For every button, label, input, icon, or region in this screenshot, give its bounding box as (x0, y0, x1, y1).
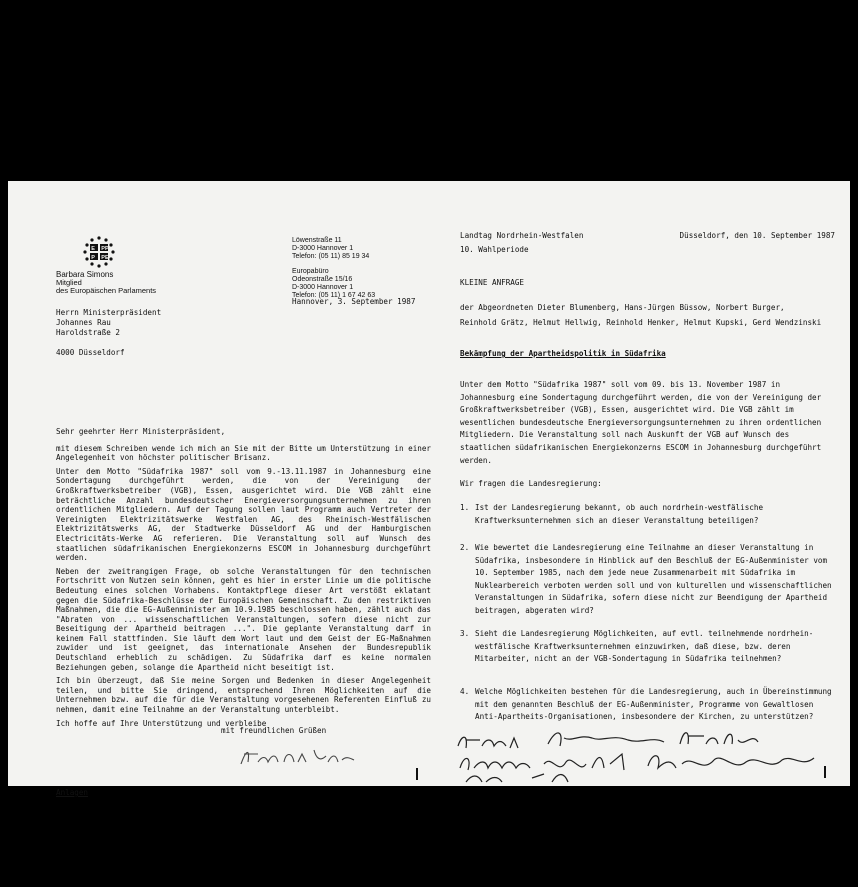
svg-text:PE: PE (101, 254, 109, 261)
salutation: Sehr geehrter Herr Ministerpräsident, (56, 427, 226, 436)
scan-mark (416, 768, 418, 780)
parliament-name: Landtag Nordrhein-Westfalen (460, 231, 584, 240)
sender-name: Barbara Simons (56, 270, 114, 279)
inquiry-intro: Unter dem Motto "Südafrika 1987" soll vom 09. bis 13. November 1987 in Johannesburg eine Sondertagung durchgeführt werden, die von der Vereinigung der Großkraftwerksbetreiber (VGB), Essen, ausgerichtet wird. Die VGB zählt im wesentlichen bundesdeutsche Energieversorgungsunternehmen zu ihren ordentlichen Mitgliedern. Die Veranstaltung soll nach Auskunft der VGB auf Wunsch des staatlichen südafrikanischen Energiekonzerns ESCOM in Johannesburg durchgeführt werden. (460, 380, 822, 465)
letter-body (56, 427, 431, 732)
question-number: 3. (460, 629, 470, 638)
closing: mit freundlichen Grüßen (221, 726, 327, 735)
sender-block (56, 271, 176, 296)
legislative-period: 10. Wahlperiode (460, 244, 529, 254)
questions-intro: Wir fragen die Landesregierung: (460, 479, 602, 488)
question-text: Welche Möglichkeiten bestehen für die Landesregierung, auch in Übereinstimmung mit dem genannten Beschluß der EG-Außenminister, Programme von Gewaltlosen Anti-Apartheits-Organisationen, insbesondere der Kirchen, zu unterstützen? (475, 687, 832, 722)
sender-role: des Europäischen Parlaments (56, 286, 157, 296)
question-text: Ist der Landesregierung bekannt, ob auch nordrhein-westfälische Kraftwerksunternehmen sich an dieser Veranstaltung beteiligen? (475, 503, 764, 525)
enclosure-label: Anlagen (56, 788, 89, 797)
recipient-line: Haroldstraße 2 (56, 328, 121, 337)
paragraph: Neben der zweitrangigen Frage, ob solche Veranstaltungen für den technischen Fortschritt von Nutzen sein können, geht es hier in erster Linie um die politische Bedeutung eines solchen Vorhabens. Kontaktpflege dieser Art verstößt eklatant gegen die Südafrika-Beschlüsse der Europäischen Gemeinschaft. Zu den restriktiven Maßnahmen, die die EG-Außenminister am 10.9.1985 beschlossen haben, zählt auch das "Abraten von ... wissenschaftlichen Veranstaltungen, sofern diese nicht zur Beseitigung der Apartheid beitragen ...". Die geplante Veranstaltung darf in keinem Fall stattfinden. Sie läuft dem Wort laut und dem Geist der EG-Maßnahmen zuwider und ist geeignet, das internationale Ansehen der Bundesrepublik Deutschland erheblich zu schädigen. Zu Südafrika darf es keine normalen Beziehungen geben, solange die Apartheid nicht beseitigt ist. (56, 566, 431, 672)
recipient-line (56, 338, 161, 348)
recipient-address (56, 308, 161, 358)
inquiry-subject: Bekämpfung der Apartheidspolitik in Südafrika (460, 349, 666, 358)
address-line: Odeonstraße 15/16 (292, 276, 353, 283)
address-line: D-3000 Hannover 1 (292, 245, 354, 252)
letter-date: Hannover, 3. September 1987 (292, 297, 416, 306)
inquiry-authors (460, 300, 835, 330)
inquiry-date: Düsseldorf, den 10. September 1987 (679, 231, 835, 240)
address-line: Europabüro (292, 268, 329, 275)
recipient-line: Herrn Ministerpräsident (56, 308, 162, 317)
recipient-line: 4000 Düsseldorf (56, 348, 125, 357)
question (460, 502, 835, 527)
paragraph: mit diesem Schreiben wende ich mich an Sie mit der Bitte um Unterstützung in einer Angelegenheit von höchster politischer Brisanz. (56, 443, 431, 463)
question-text: Wie bewertet die Landesregierung eine Teilnahme an dieser Veranstaltung in Südafrika, insbesondere in Hinblick auf den Beschluß der EG-Außenminister vom 10. September 1985, nach dem jede neue Zusammenarbeit mit Südafrika im Nuklearbereich verboten werden soll und von kulturellen und wissenschaftlichen Veranstaltungen in Südafrika, sofern diese nicht zur Beendigung der Apartheid beitragen, abgeraten wird? (475, 543, 832, 615)
deputies-signatures (452, 724, 827, 784)
question (460, 686, 835, 724)
question-number: 4. (460, 687, 470, 696)
scanned-document (8, 181, 850, 797)
authors-line: Reinhold Grätz, Helmut Hellwig, Reinhold Henker, Helmut Kupski, Gerd Wendzinski (460, 318, 822, 327)
sender-role: Mitglied (56, 278, 82, 288)
svg-text:E: E (91, 245, 95, 252)
question-number: 1. (460, 503, 470, 512)
authors-line: der Abgeordneten Dieter Blumenberg, Hans-Jürgen Büssow, Norbert Burger, (460, 303, 785, 312)
paragraph: Unter dem Motto "Südafrika 1987" soll vom 9.-13.11.1987 in Johannesburg eine Sondertagung durchgeführt werden, die von der Vereinigung der Großkraftwerksbetreiber (VGB), Essen, ausgerichtet wird. Die VGB zählt eine beträchtliche Anzahl bundesdeutscher Energieversorgungsunternehmen zu ihren ordentlichen Mitgliedern. Auf der Tagung sollen laut Programm auch Vertreter der Vereinigten Elektrizitätswerke Westfalen AG, des Rheinisch-Westfälischen Elektrizitätswerks AG, der Stadtwerke Düsseldorf AG und der Hamburgischen Electricitäts-Werke AG referieren. Die Veranstaltung soll auf Wunsch des staatlichen südafrikanischen Energiekonzerns ESCOM in Johannesburg durchgeführt werden. (56, 466, 431, 563)
inquiry-title: KLEINE ANFRAGE (460, 278, 525, 287)
question-text: Sieht die Landesregierung Möglichkeiten, auf evtl. teilnehmende nordrhein-westfälische Kraftwerksunternehmen einzuwirken, daß diese, bzw. deren Mitarbeiter, nicht an der VGB-Sondertagung in Südafrika teilnehmen? (475, 629, 814, 664)
address-line: Telefon: (05 11) 85 19 34 (292, 253, 370, 260)
question (460, 628, 835, 666)
question-number: 2. (460, 543, 470, 552)
address-line: Telefon: (05 11) 1 67 42 63 (292, 292, 376, 299)
paragraph: Ich bin überzeugt, daß Sie meine Sorgen und Bedenken in dieser Angelegenheit teilen, und bitte Sie dringend, entsprechend Ihren Möglichkeiten auf die Unternehmen bzw. auf die für die Veranstaltung vorgesehenen Referenten Einfluß zu nehmen, damit eine Teilnahme an der Veranstaltung unterbleibt. (56, 676, 431, 715)
paragraph: Ich hoffe auf Ihre Unterstützung und verbleibe (56, 718, 267, 728)
svg-text:PP: PP (101, 245, 109, 252)
epp-pe-logo (81, 235, 117, 269)
question (460, 542, 835, 618)
svg-text:P: P (91, 254, 95, 261)
address-line: Löwenstraße 11 (292, 237, 342, 244)
inquiry-header (460, 231, 835, 254)
address-line: D-3000 Hannover 1 (292, 284, 354, 291)
handwritten-signature (236, 742, 366, 770)
recipient-line: Johannes Rau (56, 318, 111, 327)
scan-mark (824, 766, 826, 778)
